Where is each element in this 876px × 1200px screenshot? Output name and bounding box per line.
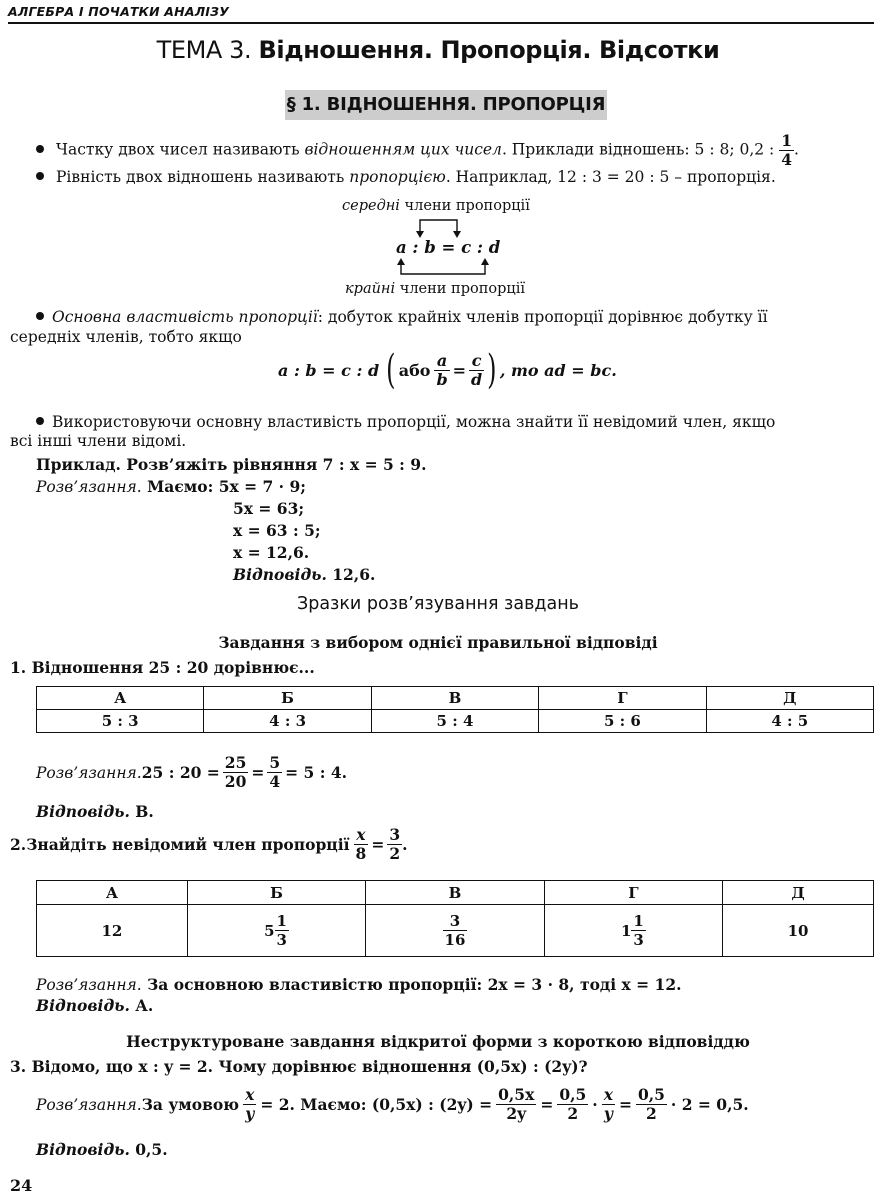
p1-term: відношенням цих чисел	[304, 140, 502, 159]
task2-solution-label: Розв’язання.	[36, 976, 142, 994]
task3-answer	[36, 1140, 168, 1159]
task1-header-a: А	[37, 687, 204, 710]
task1-header-row	[37, 687, 874, 710]
task1-header-d: Г	[539, 687, 706, 710]
task2-statement	[10, 826, 408, 863]
p1-frac-num: 1	[781, 131, 793, 150]
definition-ratio	[36, 132, 799, 169]
task3-frac-3	[602, 1086, 615, 1123]
task2-opt-c-den: 16	[444, 931, 466, 949]
task3-frac-1	[496, 1086, 536, 1123]
formula-frac-2	[469, 352, 484, 389]
task3-f1-den: 2y	[506, 1104, 527, 1123]
bullet-icon	[36, 417, 44, 425]
running-header: АЛГЕБРА І ПОЧАТКИ АНАЛІЗУ	[8, 4, 230, 19]
task1-text: Відношення 25 : 20 дорівнює...	[26, 658, 315, 677]
diagram-bottom-rest: члени пропорції	[395, 281, 526, 297]
task3-sol-a: За умовою	[141, 1095, 240, 1114]
p2-text-a: Рівність двох відношень називають	[56, 168, 350, 186]
task2-answer-label: Відповідь.	[36, 996, 130, 1015]
task2-answer-text: А.	[129, 996, 154, 1015]
task2-option-d	[544, 905, 722, 957]
diagram-top-label	[342, 198, 530, 214]
formula-right: , то ad = bc.	[499, 360, 617, 380]
task1-f1-den: 20	[224, 772, 247, 791]
task3-solution	[36, 1086, 749, 1123]
task2-period: .	[402, 835, 408, 854]
example-solution-text: Маємо: 5x = 7 · 9;	[141, 477, 306, 496]
task3-eq-1: =	[540, 1095, 554, 1114]
task1-answer-text: В.	[129, 802, 154, 821]
example-step-3: x = 12,6.	[233, 543, 310, 562]
task1-f2-num: 5	[269, 753, 281, 772]
example-answer-text: 12,6.	[326, 565, 376, 584]
task3-f2-num: 0,5	[559, 1085, 587, 1104]
p1-text-a: Частку двох чисел називають	[56, 140, 305, 159]
task1-option-a: 5 : 3	[37, 710, 204, 733]
formula-f2-num: c	[469, 352, 484, 371]
subheading-single-choice: Завдання з вибором однієї правильної відповіді	[218, 633, 658, 652]
task3-f0-den: y	[245, 1104, 255, 1123]
main-property-line2: середніх членів, тобто якщо	[10, 328, 242, 346]
task3-number: 3.	[10, 1057, 27, 1076]
example-text: Розв’яжіть рівняння 7 : x = 5 : 9.	[120, 455, 427, 474]
task3-dot-1: ·	[592, 1095, 598, 1114]
formula-abo: або	[398, 360, 431, 380]
task2-f2-den: 2	[389, 844, 401, 863]
formula-left: a : b = c : d	[278, 360, 380, 380]
task2-header-c: В	[366, 881, 544, 905]
definition-proportion	[36, 168, 776, 186]
p3-term: Основна властивість пропорції	[52, 308, 318, 326]
diagram-top-term: середні	[342, 198, 400, 214]
task1-header-e: Д	[706, 687, 873, 710]
p2-text-b: . Наприклад, 12 : 3 = 20 : 5 – пропорція.	[445, 168, 776, 186]
formula-frac-1	[434, 352, 449, 389]
task2-header-a: А	[37, 881, 188, 905]
task2-answer-table	[36, 880, 874, 957]
right-paren: )	[487, 347, 497, 393]
task2-header-b: Б	[187, 881, 365, 905]
extreme-members-bracket	[401, 262, 485, 274]
task1-f2-den: 4	[269, 772, 281, 791]
task2-frac-1	[354, 826, 369, 863]
unknown-member-line1	[36, 413, 775, 431]
example-step-1: 5x = 63;	[233, 499, 305, 518]
task2-answer	[36, 996, 153, 1015]
subheading-open-form: Неструктуроване завдання відкритої форми з короткою відповіддю	[126, 1032, 750, 1051]
task2-option-c	[366, 905, 544, 957]
task2-header-row	[37, 881, 874, 905]
arrow-down-icon	[416, 231, 424, 238]
topic-title-main: Відношення. Пропорція. Відсотки	[258, 36, 720, 64]
task2-options-row	[37, 905, 874, 957]
formula-eq: =	[452, 360, 467, 380]
task2-solution-text: За основною властивістю пропорції: 2x = 3 · 8, тоді x = 12.	[141, 975, 682, 994]
task2-text: Знайдіть невідомий член пропорції	[26, 835, 350, 854]
task1-solution-label: Розв’язання.	[36, 763, 142, 782]
p4-line1: Використовуючи основну властивість пропорції, можна знайти її невідомий член, якщо	[52, 413, 776, 431]
task3-f4-den: 2	[646, 1104, 657, 1123]
task2-opt-d-den: 3	[633, 931, 644, 949]
task1-f1-num: 25	[224, 753, 247, 772]
task2-frac-2	[387, 826, 402, 863]
task2-opt-d-frac	[631, 912, 645, 949]
diagram-bottom-term: крайні	[345, 281, 396, 297]
topic-title	[0, 36, 876, 64]
diagram-bottom-label	[345, 281, 525, 297]
formula-f1-num: a	[434, 352, 449, 371]
task2-opt-b-num: 1	[276, 912, 287, 930]
task1-frac-1	[223, 754, 249, 791]
task2-f1-num: x	[354, 826, 369, 845]
formula-f2-den: d	[471, 369, 483, 389]
task1-option-c: 5 : 4	[371, 710, 538, 733]
diagram-formula: a : b = c : d	[396, 238, 501, 257]
task3-frac-2	[557, 1086, 588, 1123]
header-rule	[8, 22, 874, 24]
task1-option-b: 4 : 3	[204, 710, 371, 733]
task1-number: 1.	[10, 658, 27, 677]
main-formula	[278, 347, 617, 393]
section-heading: § 1. ВІДНОШЕННЯ. ПРОПОРЦІЯ	[285, 90, 607, 120]
task3-frac-0	[243, 1086, 256, 1123]
task2-option-a: 12	[37, 905, 188, 957]
task3-statement	[10, 1057, 588, 1076]
task2-solution	[36, 975, 682, 994]
p3-line1-rest: : добуток крайніх членів пропорції дорівнює добутку її	[317, 308, 768, 326]
task3-f1-num: 0,5x	[498, 1085, 535, 1104]
task1-answer-label: Відповідь.	[36, 802, 130, 821]
example-statement	[36, 455, 426, 474]
task3-answer-text: 0,5.	[129, 1140, 168, 1159]
task3-text: Відомо, що x : y = 2. Чому дорівнює відношення (0,5x) : (2y)?	[26, 1057, 588, 1076]
task1-option-e: 4 : 5	[706, 710, 873, 733]
task1-header-b: Б	[204, 687, 371, 710]
task1-sol-start: 25 : 20 =	[141, 763, 220, 782]
task2-opt-b-den: 3	[276, 931, 287, 949]
task2-option-c-frac	[443, 912, 468, 949]
task3-sol-end: · 2 = 0,5.	[670, 1095, 749, 1114]
task1-solution	[36, 754, 347, 791]
page-number: 24	[10, 1176, 33, 1195]
task2-header-d: Г	[544, 881, 722, 905]
task1-statement	[10, 658, 315, 677]
task2-number: 2.	[10, 835, 27, 854]
diagram-top-rest: члени пропорції	[399, 198, 530, 214]
example-step-2: x = 63 : 5;	[233, 521, 321, 540]
bullet-icon	[36, 145, 44, 153]
bullet-icon	[36, 312, 44, 320]
task1-answer	[36, 802, 154, 821]
left-paren: (	[386, 347, 396, 393]
task3-sol-b: = 2. Маємо: (0,5x) : (2y) =	[260, 1095, 493, 1114]
task2-opt-b-frac	[275, 912, 289, 949]
example-label: Приклад.	[36, 455, 121, 474]
task2-header-e: Д	[723, 881, 874, 905]
p2-term: пропорцією	[349, 168, 446, 186]
task3-f2-den: 2	[567, 1104, 579, 1123]
task1-options-row	[37, 710, 874, 733]
formula-f1-den: b	[436, 369, 448, 389]
p1-fraction	[779, 132, 794, 169]
task2-opt-b-whole: 5	[264, 921, 275, 940]
task2-option-d-mixed	[621, 912, 646, 949]
p1-text-b: . Приклади відношень: 5 : 8; 0,2 :	[501, 140, 780, 159]
task2-option-e: 10	[723, 905, 874, 957]
task1-eq: =	[251, 763, 265, 782]
task2-f1-den: 8	[355, 844, 367, 863]
bullet-icon	[36, 172, 44, 180]
topic-title-prefix: ТЕМА 3.	[156, 36, 252, 64]
samples-title: Зразки розв’язування завдань	[297, 594, 579, 614]
example-solution	[36, 477, 306, 496]
arrow-up-icon	[481, 258, 489, 265]
task2-eq: =	[371, 835, 385, 854]
main-property-line1	[36, 308, 768, 326]
task3-solution-label: Розв’язання.	[36, 1095, 142, 1114]
task3-f0-num: x	[245, 1085, 255, 1104]
task1-sol-end: = 5 : 4.	[285, 763, 348, 782]
middle-members-bracket	[420, 220, 457, 234]
unknown-member-line2: всі інші члени відомі.	[10, 432, 187, 450]
task1-frac-2	[267, 754, 282, 791]
example-answer	[233, 565, 375, 584]
task1-header-c: В	[371, 687, 538, 710]
p1-frac-den: 4	[781, 150, 793, 169]
task2-opt-d-whole: 1	[620, 921, 632, 940]
task3-f4-num: 0,5	[637, 1085, 665, 1104]
task1-option-d: 5 : 6	[539, 710, 706, 733]
p1-end: .	[794, 140, 799, 159]
task3-frac-4	[636, 1086, 667, 1123]
task2-f2-num: 3	[389, 825, 401, 844]
task3-f3-den: y	[603, 1104, 613, 1123]
example-answer-label: Відповідь.	[233, 565, 327, 584]
task1-answer-table	[36, 686, 874, 733]
task3-eq-2: =	[618, 1095, 632, 1114]
example-solution-label: Розв’язання.	[36, 478, 142, 496]
task2-opt-c-num: 3	[443, 912, 468, 931]
task3-answer-label: Відповідь.	[36, 1140, 130, 1159]
task3-f3-num: x	[603, 1085, 613, 1104]
arrow-down-icon	[453, 231, 461, 238]
task2-option-b	[187, 905, 365, 957]
task2-opt-d-num: 1	[633, 912, 644, 930]
arrow-up-icon	[397, 258, 405, 265]
task2-option-b-mixed	[264, 912, 289, 949]
